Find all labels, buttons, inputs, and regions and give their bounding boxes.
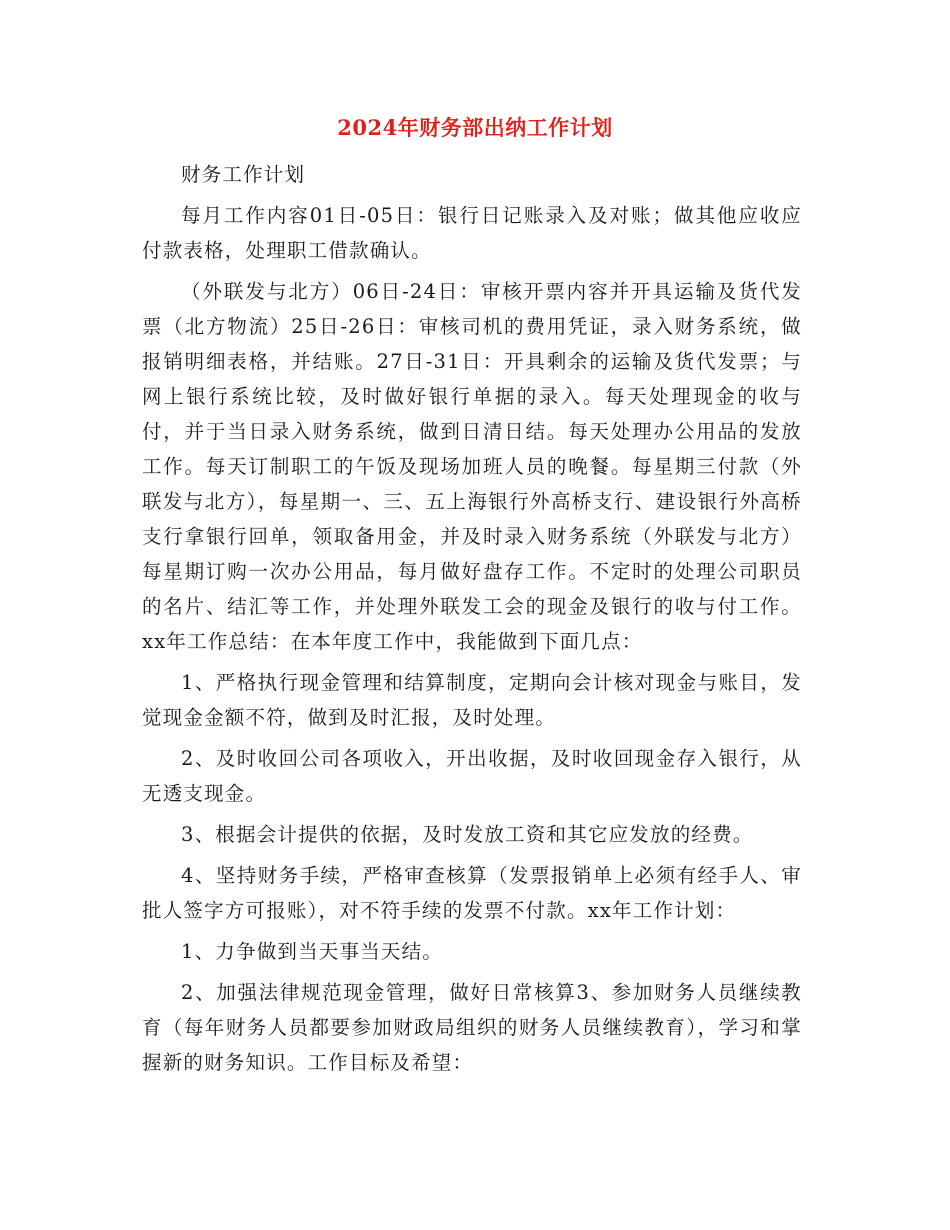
paragraph-plan-1: 1、力争做到当天事当天结。	[181, 940, 444, 963]
document-body	[142, 157, 802, 1086]
paragraph-monthly-work: 每月工作内容01日-05日：银行日记账录入及对账；做其他应收应付款表格，处理职工借款确认。	[142, 204, 802, 262]
paragraph-plan-2: 2、加强法律规范现金管理，做好日常核算3、参加财务人员继续教育（每年财务人员都要参加财政局组织的财务人员继续教育），学习和掌握新的财务知识。工作目标及希望：	[142, 981, 802, 1074]
paragraph-point-4: 4、坚持财务手续，严格审查核算（发票报销单上必须有经手人、审批人签字方可报账），对不符手续的发票不付款。xx年工作计划：	[142, 864, 802, 922]
paragraph-point-2: 2、及时收回公司各项收入，开出收据，及时收回现金存入银行，从无透支现金。	[142, 747, 802, 805]
paragraph-heading: 财务工作计划	[181, 163, 306, 186]
paragraph-point-3: 3、根据会计提供的依据，及时发放工资和其它应发放的经费。	[181, 823, 754, 846]
paragraph-daily-work: （外联发与北方）06日-24日：审核开票内容并开具运输及货代发票（北方物流）25日-26日：审核司机的费用凭证，录入财务系统，做报销明细表格，并结账。27日-31日：开具剩余的运输及货代发票；与网上银行系统比较，及时做好银行单据的录入。每天处理现金的收与付，并于当日录入财务系统，做到日清日结。每天处理办公用品的发放工作。每天订制职工的午饭及现场加班人员的晚餐。每星期三付款（外联发与北方），每星期一、三、五上海银行外高桥支行、建设银行外高桥支行拿银行回单，领取备用金，并及时录入财务系统（外联发与北方）每星期订购一次办公用品，每月做好盘存工作。不定时的处理公司职员的名片、结汇等工作，并处理外联发工会的现金及银行的收与付工作。xx年工作总结：在本年度工作中，我能做到下面几点：	[142, 280, 802, 653]
paragraph-point-1: 1、严格执行现金管理和结算制度，定期向会计核对现金与账目，发觉现金金额不符，做到及时汇报，及时处理。	[142, 671, 802, 729]
document-title: 2024年财务部出纳工作计划	[337, 115, 613, 140]
